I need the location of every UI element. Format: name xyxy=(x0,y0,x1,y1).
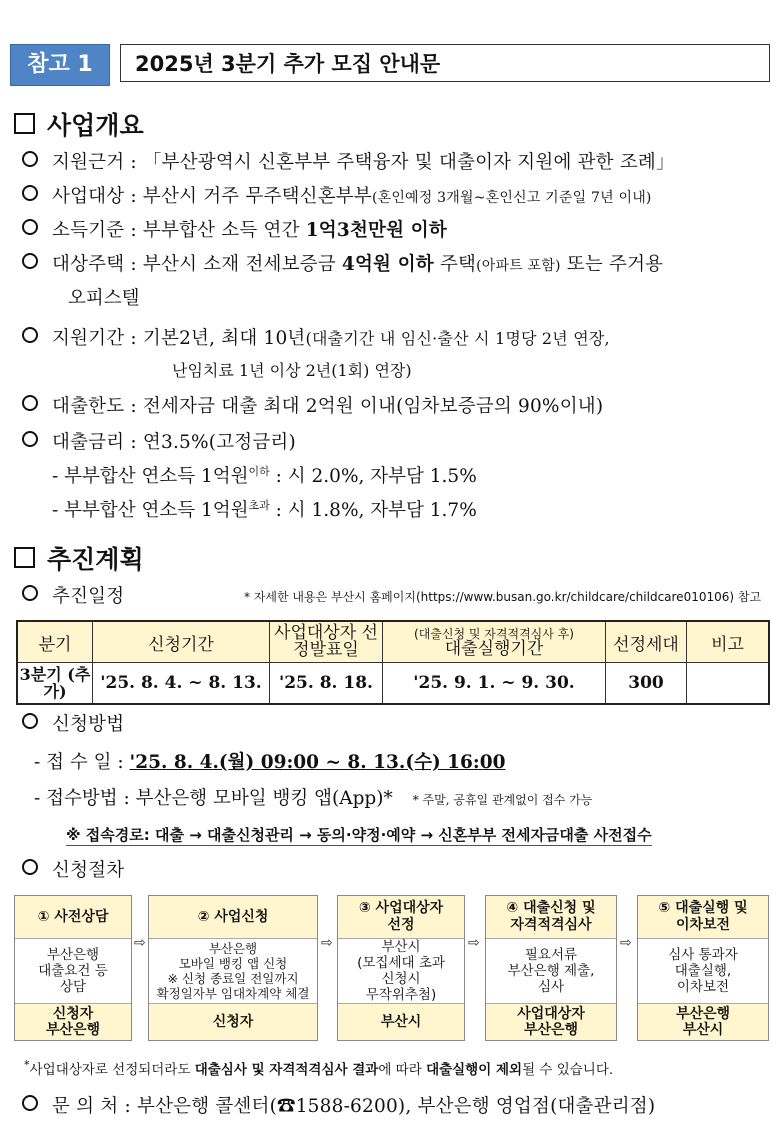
circle-bullet-icon xyxy=(22,431,38,447)
step-4: ④ 대출신청 및 자격적격심사 필요서류 부산은행 제출, 심사 사업대상자 부산은행 xyxy=(485,895,617,1041)
th-note: 비고 xyxy=(687,621,770,663)
access-path: ※ 접속경로: 대출 → 대출신청관리 → 동의·약정·예약 → 신혼부부 전세자금대출 사전접수 xyxy=(66,826,652,844)
td-households: 300 xyxy=(606,663,687,705)
circle-bullet-icon xyxy=(22,253,38,269)
circle-bullet-icon xyxy=(22,1095,38,1111)
row-apply-label: 신청방법 xyxy=(22,710,124,736)
row-rate: 대출금리 : 연3.5%(고정금리) xyxy=(22,428,296,454)
table-row xyxy=(17,663,769,705)
circle-bullet-icon xyxy=(22,713,38,729)
row-procedure-label: 신청절차 xyxy=(22,856,124,882)
row-period-line2: 난임치료 1년 이상 2년(1회) 연장) xyxy=(172,361,412,380)
th-apply-period: 신청기간 xyxy=(93,621,270,663)
row-schedule-label: 추진일정 xyxy=(22,582,124,608)
footnote: *사업대상자로 선정되더라도 대출심사 및 자격적격심사 결과에 따라 대출실행이 제외될 수 있습니다. xyxy=(24,1058,614,1078)
circle-bullet-icon xyxy=(22,151,38,167)
arrow-right-icon: ⇨ xyxy=(620,935,632,951)
td-note xyxy=(687,663,770,705)
circle-bullet-icon xyxy=(22,859,38,875)
circle-bullet-icon xyxy=(22,585,38,601)
row-basis: 지원근거 : 「부산광역시 신혼부부 주택융자 및 대출이자 지원에 관한 조례」 xyxy=(22,148,675,174)
th-households: 선정세대 xyxy=(606,621,687,663)
arrow-right-icon: ⇨ xyxy=(468,935,480,951)
step-1: ① 사전상담 부산은행 대출요건 등 상담 신청자 부산은행 xyxy=(14,895,132,1041)
th-quarter: 분기 xyxy=(17,621,93,663)
step-3: ③ 사업대상자 선정 부산시 (모집세대 초과 신청시 무작위추첨) 부산시 xyxy=(337,895,465,1041)
square-icon xyxy=(14,113,35,134)
schedule-note: * 자세한 내용은 부산시 홈페이지(https://www.busan.go.kr/childcare/childcare010106) 참고 xyxy=(244,590,762,604)
step-5: ⑤ 대출실행 및 이차보전 심사 통과자 대출실행, 이차보전 부산은행 부산시 xyxy=(637,895,769,1041)
schedule-table xyxy=(16,620,770,705)
row-income: 소득기준 : 부부합산 소득 연간 1억3천만원 이하 xyxy=(22,216,447,242)
section-plan-title: 추진계획 xyxy=(14,540,144,576)
arrow-right-icon: ⇨ xyxy=(321,935,333,951)
circle-bullet-icon xyxy=(22,219,38,235)
circle-bullet-icon xyxy=(22,395,38,411)
td-announce: '25. 8. 18. xyxy=(270,663,383,705)
row-rate-sub2: - 부부합산 연소득 1억원$^{초과}$ : 시 1.8%, 자부담 1.7% xyxy=(52,498,477,521)
td-quarter: 3분기 (추가) xyxy=(17,663,93,705)
th-loan-period: (대출신청 및 자격적격심사 후) 대출실행기간 xyxy=(383,621,606,663)
circle-bullet-icon xyxy=(22,327,38,343)
arrow-right-icon: ⇨ xyxy=(134,935,146,951)
row-period: 지원기간 : 기본2년, 최대 10년(대출기간 내 임신·출산 시 1명당 2년 연장, xyxy=(22,324,610,350)
header xyxy=(10,44,774,86)
row-limit: 대출한도 : 전세자금 대출 최대 2억원 이내(임차보증금의 90%이내) xyxy=(22,392,603,418)
page-title: 2025년 3분기 추가 모집 안내문 xyxy=(120,44,770,82)
row-target: 사업대상 : 부산시 거주 무주택신혼부부(혼인예정 3개월~혼인신고 기준일 7년 이내) xyxy=(22,182,652,208)
circle-bullet-icon xyxy=(22,185,38,201)
row-house: 대상주택 : 부산시 소재 전세보증금 4억원 이하 주택(아파트 포함) 또는 주거용 xyxy=(22,250,663,276)
row-apply-date: - 접 수 일 : '25. 8. 4.(월) 09:00 ~ 8. 13.(수) 16:00 xyxy=(34,752,506,773)
row-rate-sub1: - 부부합산 연소득 1억원$^{이하}$ : 시 2.0%, 자부담 1.5% xyxy=(52,464,477,487)
row-contact: 문 의 처 : 부산은행 콜센터(☎1588-6200), 부산은행 영업점(대출관리점) xyxy=(22,1092,655,1118)
row-apply-method: - 접수방법 : 부산은행 모바일 뱅킹 앱(App)* * 주말, 공휴일 관계없이 접수 가능 xyxy=(34,788,593,809)
td-apply-period: '25. 8. 4. ~ 8. 13. xyxy=(93,663,270,705)
th-announce: 사업대상자 선정발표일 xyxy=(270,621,383,663)
td-loan-period: '25. 9. 1. ~ 9. 30. xyxy=(383,663,606,705)
step-2: ② 사업신청 부산은행 모바일 뱅킹 앱 신청 ※ 신청 종료일 전일까지 확정일자부 임대차계약 체결 신청자 xyxy=(148,895,318,1041)
square-icon xyxy=(14,547,35,568)
reference-tag: 참고 1 xyxy=(10,44,110,86)
section-overview-title: 사업개요 xyxy=(14,106,144,142)
row-house-line2: 오피스텔 xyxy=(68,288,140,309)
